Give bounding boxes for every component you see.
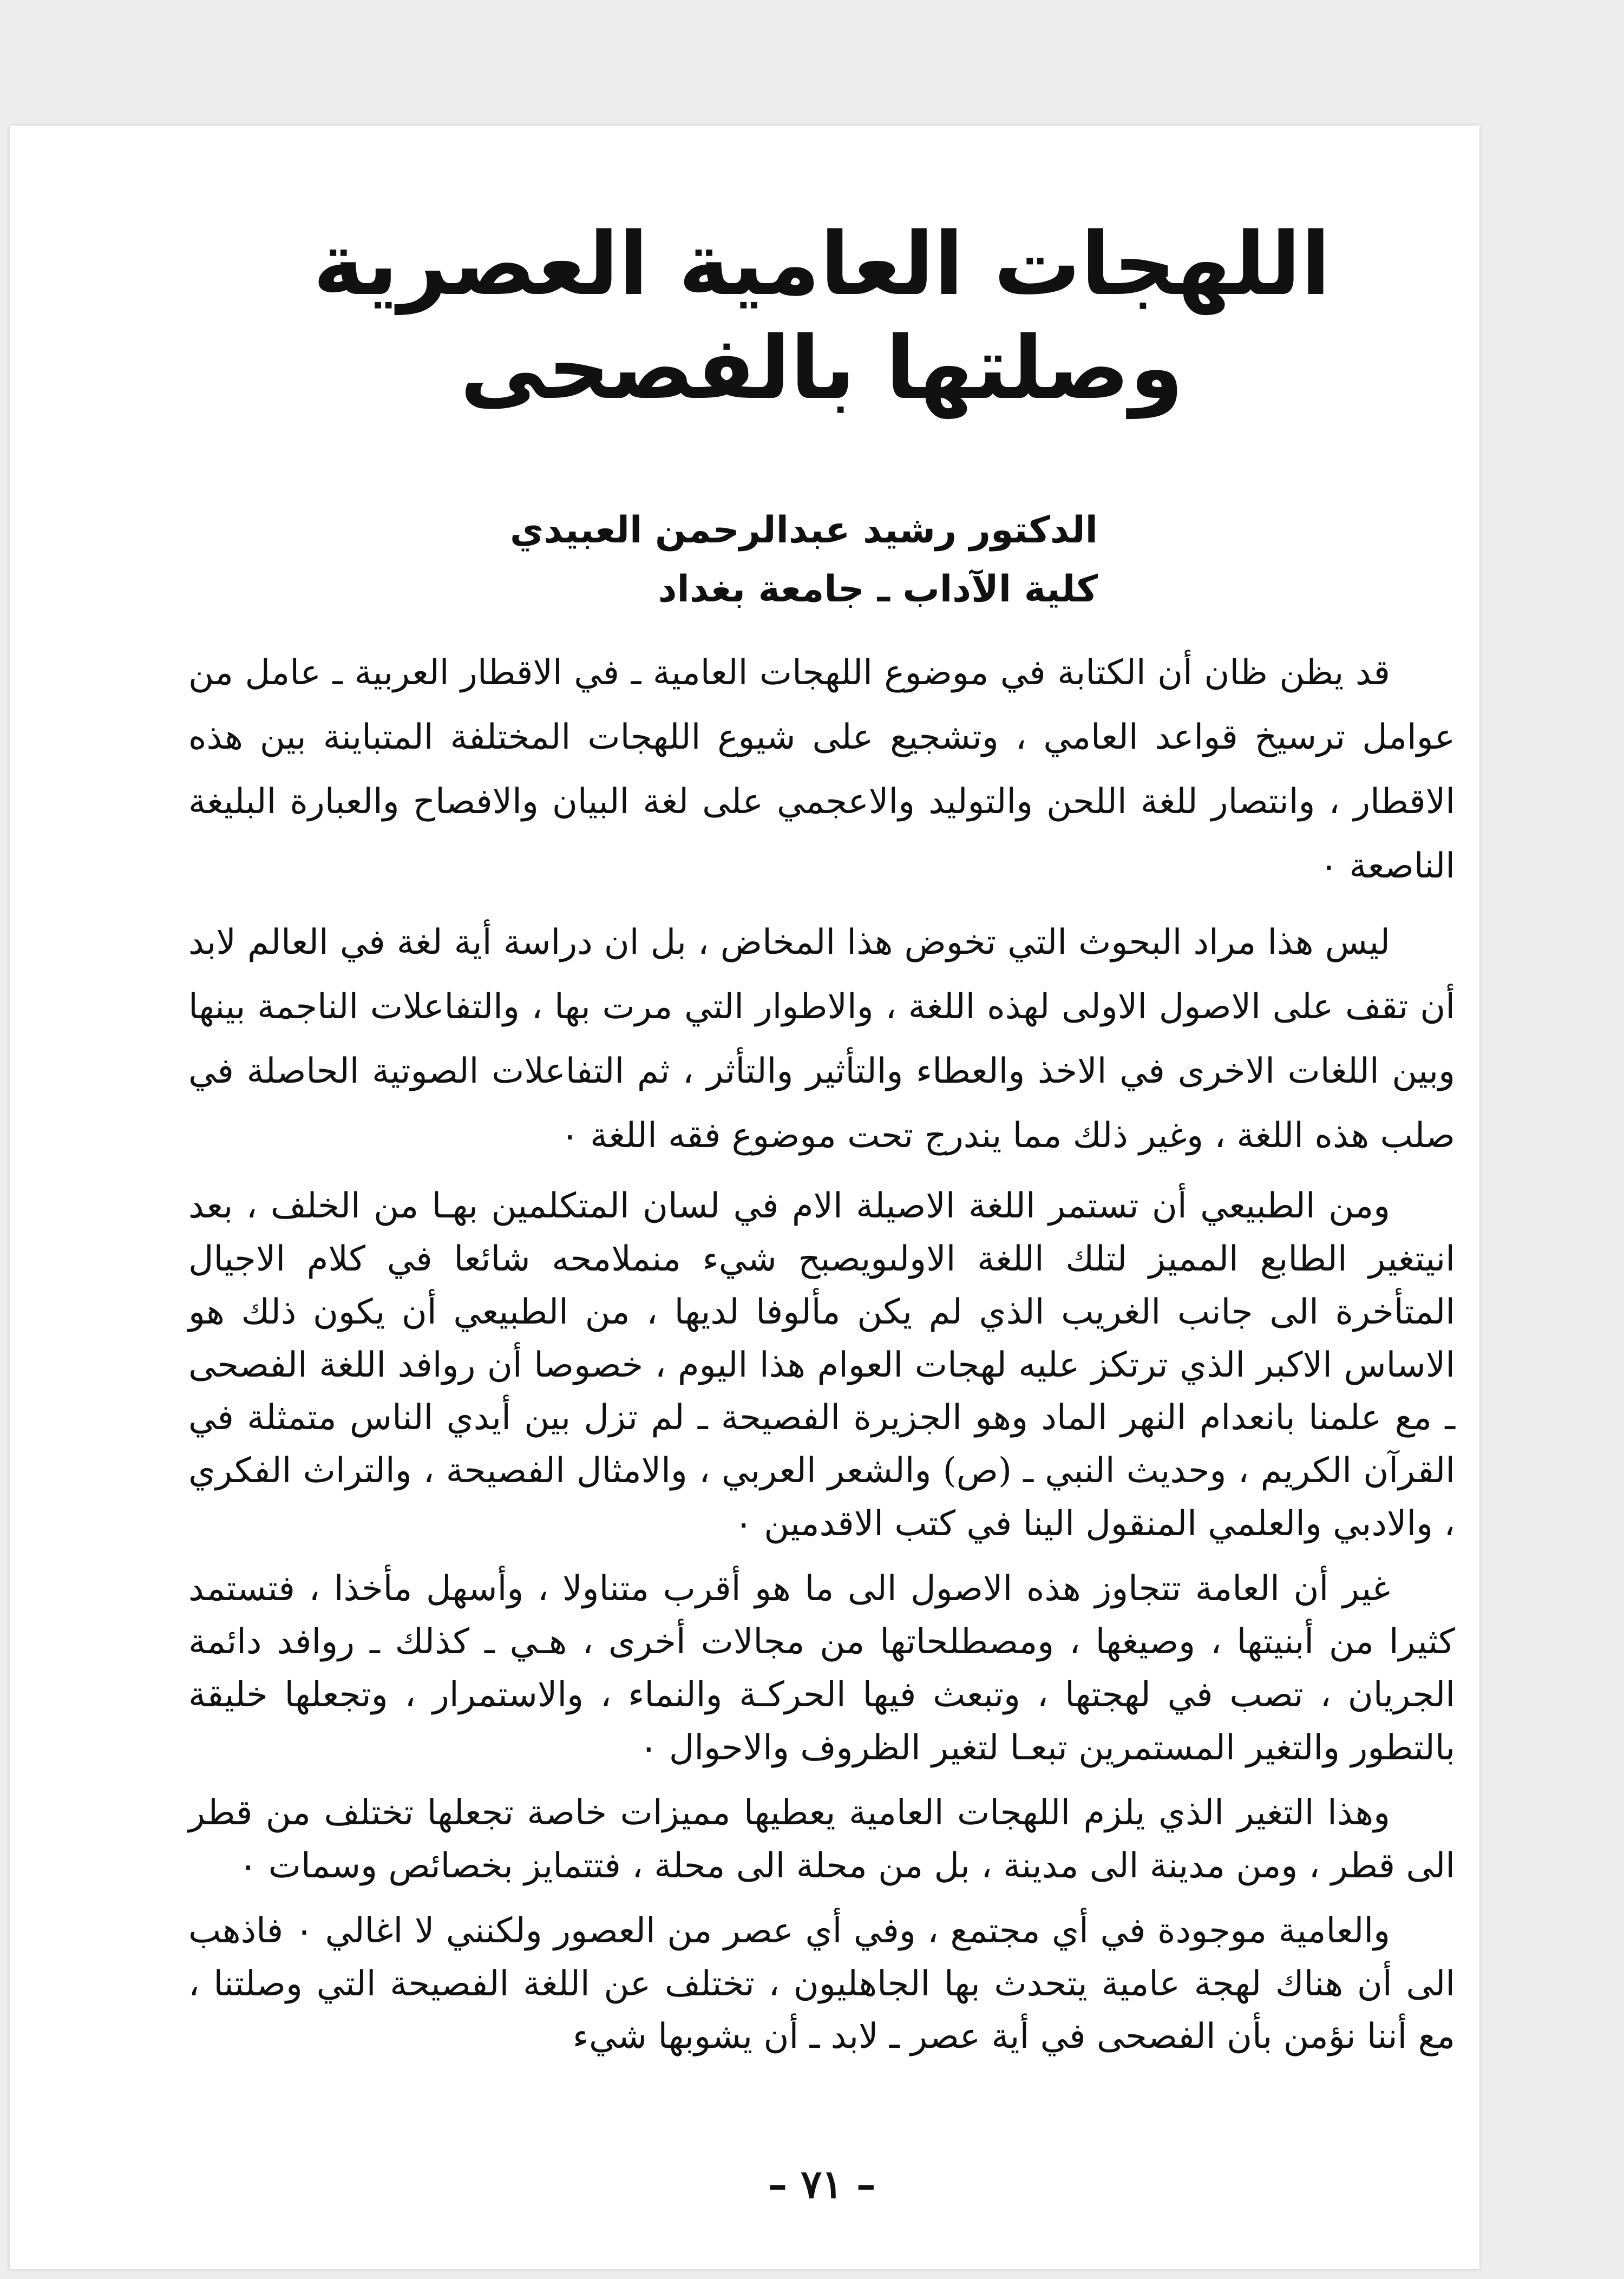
paragraph: قد يظن ظان أن الكتابة في موضوع اللهجات العامية ـ في الاقطار العربية ـ عامل من عوامل ترسيخ قواعد العامي ، وتشجيع على شيوع اللهجات المختلفة المتباينة بين هذه الاقطار ، وانتصار للغة اللحن والتوليد والاعجمي على لغة البيان والافصاح والعبارة البليغة الناصعة ٠ — [188, 652, 1455, 886]
paragraph: والعامية موجودة في أي مجتمع ، وفي أي عصر من العصور ولكنني لا اغالي ٠ فاذهب الى أن هناك لهجة عامية يتحدث بها الجاهليون ، تختلف عن اللغة الفصيحة التي وصلتنا ، مع أننا نؤمن بأن الفصحى في أية عصر ـ لابد ـ أن يشوبها شيء — [188, 1910, 1456, 2057]
paragraph: ومن الطبيعي أن تستمر اللغة الاصيلة الام في لسان المتكلمين بهـا من الخلف ، بعد انيتغير الطابع المميز لتلك اللغة الاولىويصبح شيء منملامحه شائعا في كلام الاجيال المتأخرة الى جانب الغريب الذي لم يكن مألوفا لديها ، من الطبيعي أن يكون ذلك هو الاساس الاكبر الذي ترتكز عليه لهجات العوام هذا اليوم ، خصوصا أن روافد اللغة الفصحى ـ مع علمنا بانعدام النهر الماد وهو الجزيرة الفصيحة ـ لم تزل بين أيدي الناس متمثلة في القرآن الكريم ، وحديث النبي ـ (ص) والشعر العربي ، والامثال الفصيحة ، والتراث الفكري ، والادبي والعلمي المنقول الينا في كتب الاقدمين ٠ — [188, 1186, 1456, 1544]
page-number: – ٧١ – — [768, 2161, 876, 2207]
page-content — [188, 191, 1455, 2237]
author-block — [188, 501, 1098, 619]
article-title: اللهجات العامية العصرية وصلتها بالفصحى — [313, 213, 1331, 418]
paragraph: غير أن العامة تتجاوز هذه الاصول الى ما هو أقرب متناولا ، وأسهل مأخذا ، فتستمد كثيرا من أبنيتها ، وصيغها ، ومصطلحاتها من مجالات أخرى ، هـي ـ كذلك ـ روافد دائمة الجريان ، تصب في لهجتها ، وتبعث فيها الحركـة والنماء ، والاستمرار ، وتجعلها خليقة بالتطور والتغير المستمرين تبعـا لتغير الظروف والاحوال ٠ — [188, 1569, 1455, 1768]
paragraph: وهذا التغير الذي يلزم اللهجات العامية يعطيها مميزات خاصة تجعلها تختلف من قطر الى قطر ، ومن مدينة الى مدينة ، بل من محلة الى محلة ، فتتمايز بخصائص وسمات ٠ — [188, 1792, 1455, 1886]
paragraph: ليس هذا مراد البحوث التي تخوض هذا المخاض ، بل ان دراسة أية لغة في العالم لابد أن تقف على الاصول الاولى لهذه اللغة ، والاطوار التي مرت بها ، والتفاعلات الناجمة بينها وبين اللغات الاخرى في الاخذ والعطاء والتأثير والتأثر ، ثم التفاعلات الصوتية الحاصلة في صلب هذه اللغة ، وغير ذلك مما يندرج تحت موضوع فقه اللغة ٠ — [188, 922, 1455, 1156]
article-body — [188, 641, 1455, 2064]
document-page — [10, 126, 1479, 2269]
author-affiliation: كلية الآداب ـ جامعة بغداد — [658, 567, 1098, 611]
author-name: الدكتور رشيد عبدالرحمن العبيدي — [509, 509, 1098, 552]
